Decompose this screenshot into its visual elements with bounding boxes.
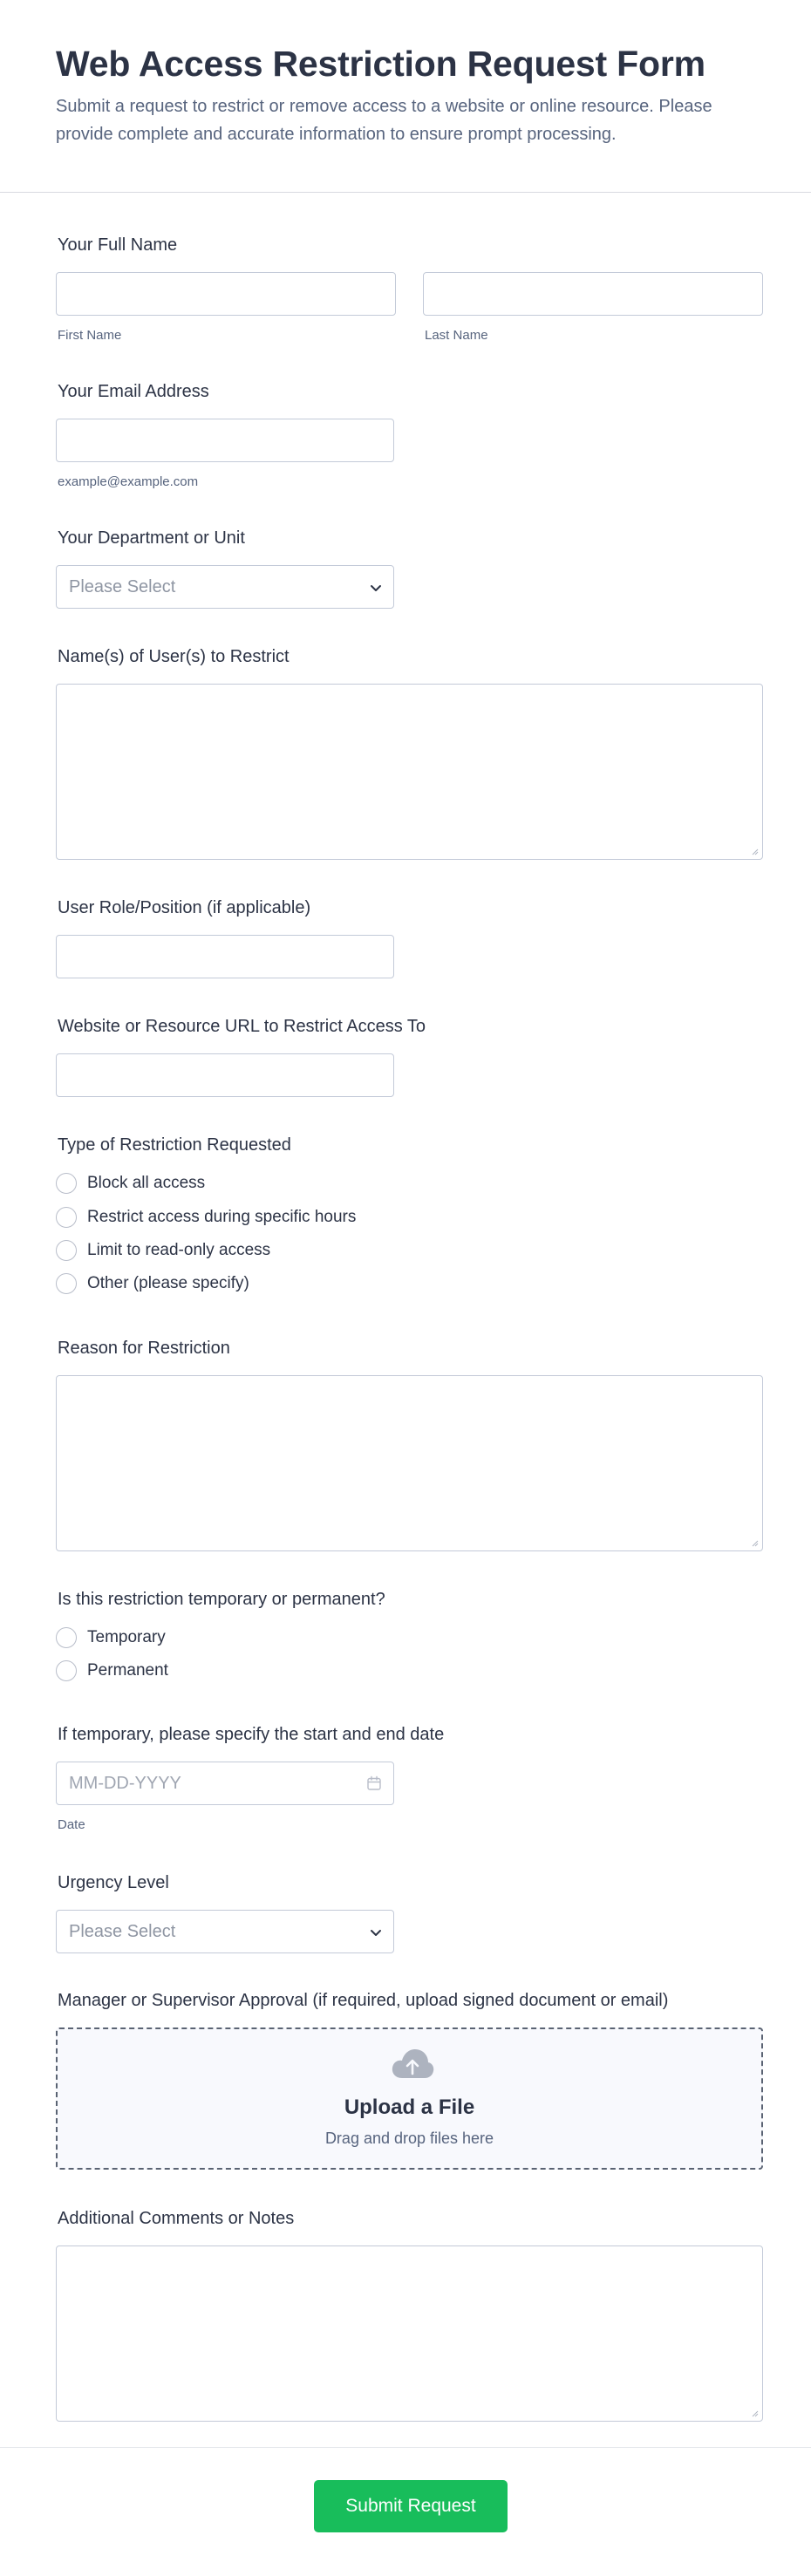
role-label: User Role/Position (if applicable)	[58, 898, 311, 917]
file-upload-dropzone[interactable]	[56, 2027, 763, 2170]
radio-button[interactable]	[56, 1173, 77, 1194]
restriction-option-read-only[interactable]	[56, 1239, 270, 1262]
duration-option-permanent[interactable]	[56, 1659, 168, 1682]
radio-label: Limit to read-only access	[87, 1241, 271, 1259]
department-placeholder: Please Select	[69, 577, 176, 596]
calendar-icon[interactable]	[366, 1775, 382, 1791]
last-name-sublabel: Last Name	[425, 328, 488, 343]
users-label: Name(s) of User(s) to Restrict	[58, 647, 290, 666]
duration-label: Is this restriction temporary or permanent?	[58, 1590, 385, 1609]
resize-grip-icon[interactable]	[750, 1538, 759, 1547]
approval-label: Manager or Supervisor Approval (if required, upload signed document or email)	[58, 1991, 669, 2010]
radio-button[interactable]	[56, 1627, 77, 1648]
department-select[interactable]	[56, 565, 394, 609]
restriction-option-other[interactable]	[56, 1272, 249, 1295]
full-name-label: Your Full Name	[58, 235, 178, 255]
radio-button[interactable]	[56, 1660, 77, 1681]
department-label: Your Department or Unit	[58, 528, 245, 548]
cloud-upload-icon	[391, 2047, 434, 2082]
url-input[interactable]	[56, 1053, 394, 1097]
urgency-label: Urgency Level	[58, 1873, 169, 1892]
urgency-select[interactable]	[56, 1910, 394, 1953]
radio-button[interactable]	[56, 1240, 77, 1261]
dates-label: If temporary, please specify the start and end date	[58, 1725, 445, 1744]
first-name-sublabel: First Name	[58, 328, 122, 343]
date-input[interactable]	[56, 1762, 394, 1805]
role-input[interactable]	[56, 935, 394, 978]
radio-label: Restrict access during specific hours	[87, 1208, 357, 1226]
radio-label: Temporary	[87, 1628, 166, 1646]
form-header	[0, 0, 811, 193]
upload-hint: Drag and drop files here	[324, 2130, 494, 2147]
reason-label: Reason for Restriction	[58, 1339, 230, 1358]
date-sublabel: Date	[58, 1817, 85, 1832]
chevron-down-icon	[369, 581, 383, 595]
chevron-down-icon	[369, 1925, 383, 1939]
upload-title: Upload a File	[344, 2096, 475, 2119]
form-subtitle: Submit a request to restrict or remove access to a website or online resource. Please provide complete and accurate information to ensure prompt processing.	[56, 97, 712, 144]
restriction-option-block-all[interactable]	[56, 1172, 205, 1195]
urgency-placeholder: Please Select	[69, 1922, 176, 1941]
comments-label: Additional Comments or Notes	[58, 2209, 295, 2228]
duration-option-temporary[interactable]	[56, 1626, 166, 1649]
radio-button[interactable]	[56, 1207, 77, 1228]
comments-textarea[interactable]	[56, 2245, 763, 2422]
resize-grip-icon[interactable]	[750, 847, 759, 855]
email-sublabel: example@example.com	[58, 474, 199, 489]
form-title: Web Access Restriction Request Form	[56, 44, 705, 84]
email-input[interactable]	[56, 419, 394, 462]
users-textarea[interactable]	[56, 684, 763, 860]
url-label: Website or Resource URL to Restrict Access To	[58, 1017, 426, 1036]
radio-button[interactable]	[56, 1273, 77, 1294]
resize-grip-icon[interactable]	[750, 2409, 759, 2417]
radio-label: Block all access	[87, 1174, 206, 1192]
date-placeholder: MM-DD-YYYY	[69, 1774, 181, 1793]
restriction-type-label: Type of Restriction Requested	[58, 1135, 291, 1155]
submit-button[interactable]: Submit Request	[314, 2480, 508, 2532]
last-name-input[interactable]	[423, 272, 763, 316]
restriction-option-specific-hours[interactable]	[56, 1206, 356, 1229]
first-name-input[interactable]	[56, 272, 396, 316]
email-label: Your Email Address	[58, 382, 209, 401]
reason-textarea[interactable]	[56, 1375, 763, 1551]
form-footer	[0, 2447, 811, 2576]
radio-label: Permanent	[87, 1661, 168, 1680]
radio-label: Other (please specify)	[87, 1274, 249, 1292]
